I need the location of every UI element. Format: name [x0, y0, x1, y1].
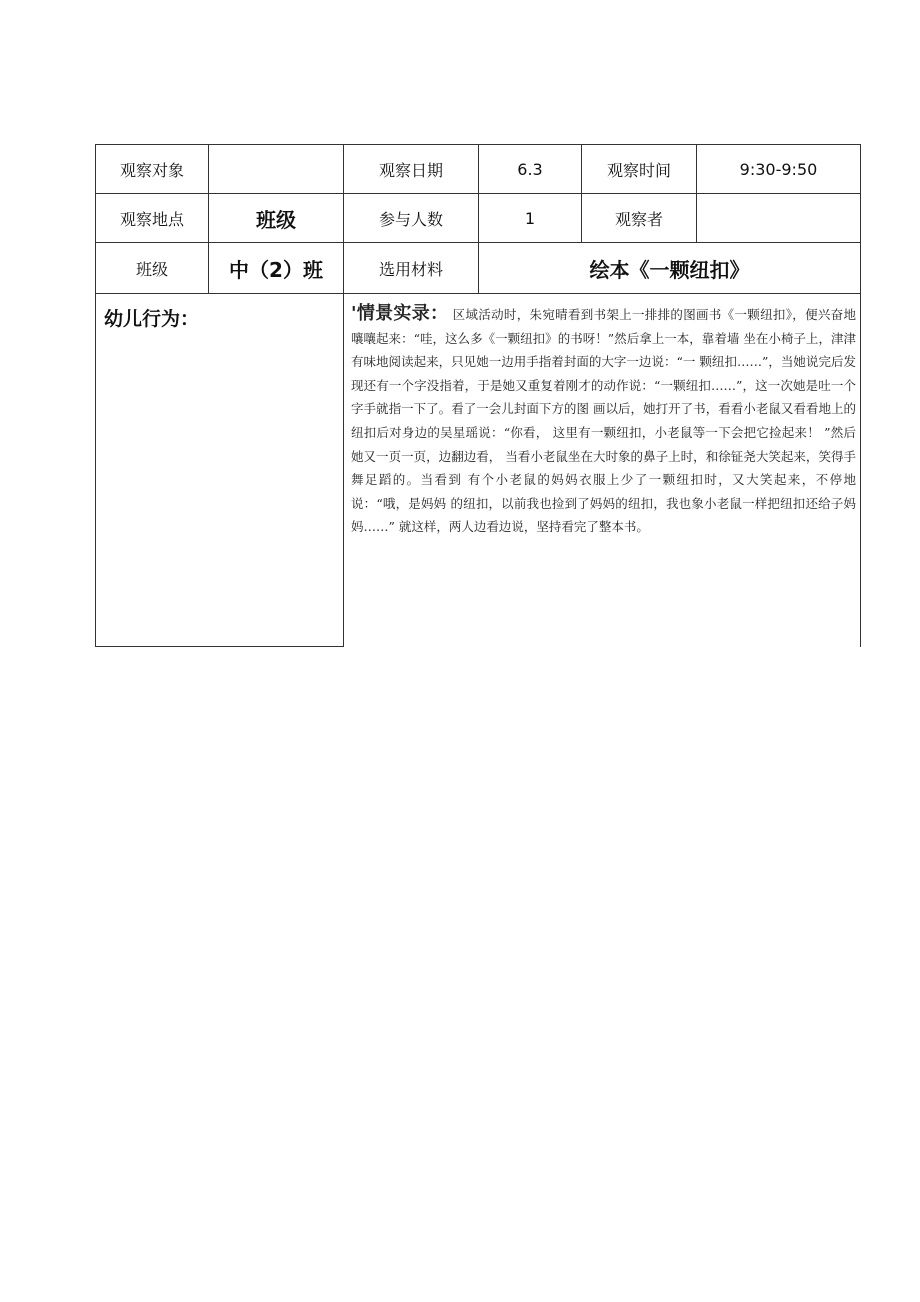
location-label: 观察地点 — [119, 209, 184, 229]
class-label: 班级 — [135, 259, 168, 279]
observation-table — [95, 144, 861, 647]
observer-value — [697, 194, 860, 242]
table-border-right — [860, 144, 861, 647]
material-value: 绘本《一颗纽扣》 — [589, 257, 750, 282]
observe-target-value — [209, 144, 343, 194]
observe-date-value: 6.3 — [517, 159, 543, 179]
location-value: 班级 — [256, 207, 296, 232]
observe-date-label: 观察日期 — [378, 160, 443, 180]
observe-time-label: 观察时间 — [606, 160, 671, 180]
observer-label: 观察者 — [614, 209, 663, 229]
scene-record-text: 区域活动时，朱宛晴看到书架上一排排的图画书《一颗纽扣》，便兴奋地嚷嚷起来：“哇，这么多《一颗纽扣》的书呀！”然后拿上一本，靠着墙 坐在小椅子上，津津有味地阅读起来，只见她一边用手指着封面的大字一边说：“一 颗纽扣……”，当她说完后发现还有一个字没指着，于是她又重复着刚才的动作说：“一颗纽扣……”，这一次她是吐一个字手就指一下了。看了一会儿封面下方的图 画以后，她打开了书，看看小老鼠又看看地上的纽扣后对身边的吴星瑶说：“你看， 这里有一颗纽扣，小老鼠等一下会把它捡起来！ ”然后她又一页一页，边翻边看， 当看小老鼠坐在大时象的鼻子上时，和徐钲尧大笑起来，笑得手舞足蹈的。当看到 有个小老鼠的妈妈衣服上少了一颗纽扣时，又大笑起来，不停地说：“哦，是妈妈 的纽扣，以前我也捡到了妈妈的纽扣，我也象小老鼠一样把纽扣还给子妈妈……” 就这样，两人边看边说，坚持看完了整本书。 — [351, 307, 856, 535]
child-behavior-label: 幼儿行为： — [104, 308, 200, 330]
material-label: 选用材料 — [378, 259, 443, 279]
participants-label: 参与人数 — [378, 209, 443, 229]
observe-target-label: 观察对象 — [119, 160, 184, 180]
participants-value: 1 — [524, 208, 536, 228]
scene-record — [351, 302, 856, 539]
row-divider — [95, 293, 861, 294]
observe-time-value: 9:30-9:50 — [739, 159, 818, 179]
class-value: 中（2）班 — [229, 257, 323, 282]
table-border-bottom — [95, 646, 344, 647]
scene-record-title: '情景实录： — [351, 303, 449, 324]
